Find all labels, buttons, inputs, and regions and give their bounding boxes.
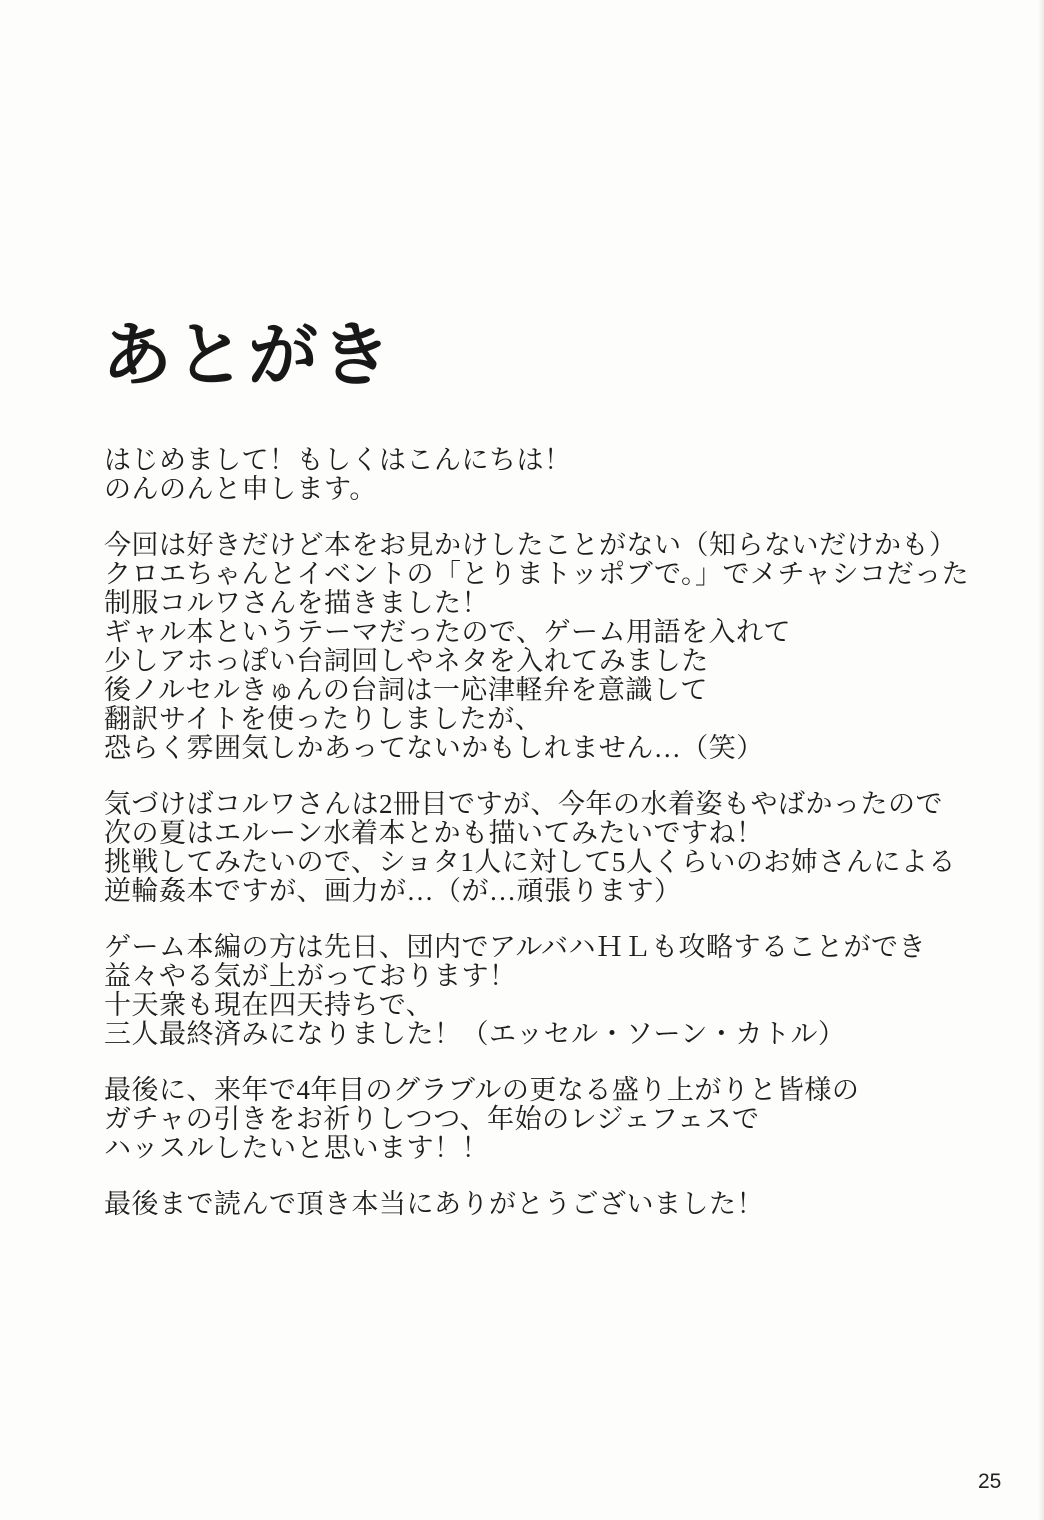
text-line: 最後に、来年で4年目のグラブルの更なる盛り上がりと皆様の — [104, 1075, 860, 1105]
paragraph-thanks — [104, 1190, 984, 1219]
text-line: 挑戦してみたいので、ショタ1人に対して5人くらいのお姉さんによる — [104, 847, 956, 877]
paragraph-greeting — [104, 446, 984, 504]
text-line: 恐らく雰囲気しかあってないかもしれません…（笑） — [104, 733, 764, 763]
text-line: 最後まで読んで頂き本当にありがとうございました！ — [104, 1189, 764, 1219]
text-line: 益々やる気が上がっております！ — [104, 961, 517, 991]
text-line: 翻訳サイトを使ったりしましたが、 — [104, 704, 543, 734]
page-title: あとがき — [102, 317, 394, 395]
text-line: 制服コルワさんを描きました！ — [104, 588, 489, 618]
scan-edge-artifact — [1038, 0, 1044, 1520]
text-line: のんのんと申します。 — [104, 474, 377, 504]
paragraph-about-book — [104, 531, 984, 763]
text-line: 少しアホっぽい台詞回しやネタを入れてみました — [104, 646, 709, 676]
text-line: ハッスルしたいと思います！！ — [104, 1133, 489, 1163]
page-number: 25 — [978, 1470, 1002, 1493]
text-line: 次の夏はエルーン水着本とかも描いてみたいですね！ — [104, 818, 764, 848]
text-line: 後ノルセルきゅんの台詞は一応津軽弁を意識して — [104, 675, 708, 705]
text-line: はじめまして！もしくはこんにちは！ — [104, 445, 572, 475]
text-line: 三人最終済みになりました！（エッセル・ソーン・カトル） — [104, 1019, 846, 1049]
text-line: ギャル本というテーマだったので、ゲーム用語を入れて — [104, 617, 791, 647]
text-line: 逆輪姦本ですが、画力が…（が…頑張ります） — [104, 876, 682, 906]
text-line: ゲーム本編の方は先日、団内でアルバハＨＬも攻略することができ — [104, 932, 927, 962]
paragraph-future-plans — [104, 790, 984, 906]
paragraph-closing-wishes — [104, 1076, 984, 1163]
text-line: クロエちゃんとイベントの「とりまトッポブで。」でメチャシコだった — [104, 559, 970, 589]
text-line: ガチャの引きをお祈りしつつ、年始のレジェフェスで — [104, 1104, 760, 1134]
text-line: 今回は好きだけど本をお見かけしたことがない（知らないだけかも） — [104, 530, 957, 560]
text-line: 十天衆も現在四天持ちで、 — [104, 990, 434, 1020]
paragraph-game-progress — [104, 933, 984, 1049]
afterword-body — [104, 446, 984, 1246]
text-line: 気づけばコルワさんは2冊目ですが、今年の水着姿もやばかったので — [104, 789, 943, 819]
